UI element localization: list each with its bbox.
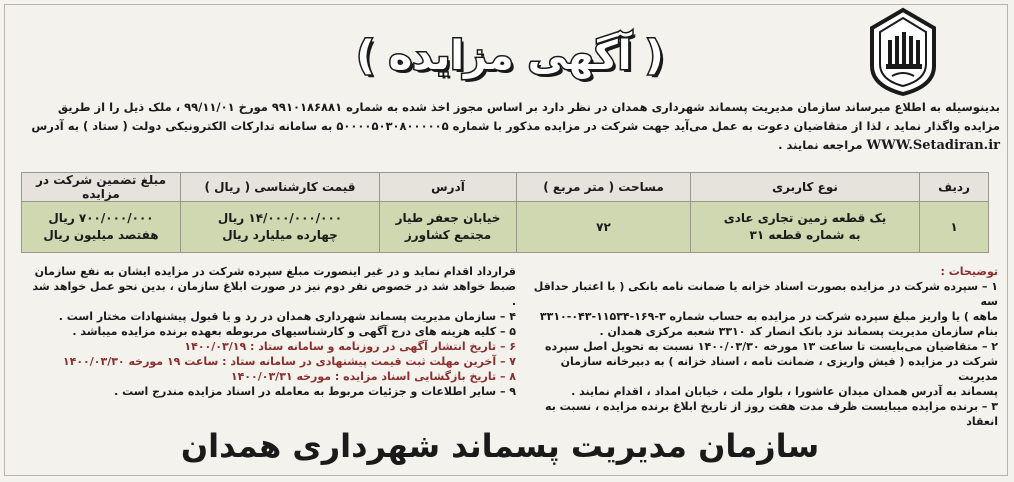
notes-right-column (518, 264, 998, 429)
note-line: ضبط خواهد شد در خصوص نفر دوم نیز در صورت ابلاغ سازمان ، بدین نحو عمل خواهد شد . (32, 280, 516, 308)
intro-line (14, 136, 1000, 155)
col-price: قیمت کارشناسی ( ریال ) (181, 173, 380, 202)
cell-row: ۱ (920, 202, 989, 253)
intro-line-end: مراجعه نمایند . (778, 138, 863, 152)
notice-title: ( آگهی مزایده ) (356, 33, 664, 79)
col-usage: نوع کاربری (691, 173, 920, 202)
intro-line: بدینوسیله به اطلاع میرساند سازمان مدیریت پسماند شهرداری همدان در نظر دارد بر اساس مجوز اخذ شده به شماره ۹۹۱۰۱۸۶۸۸۱ مورخ ۹۹/۱۱/۰۱ ، ملک ذیل را از طریق (57, 100, 1000, 114)
cell-usage (691, 202, 920, 253)
municipality-logo-icon (864, 6, 942, 98)
note-line: ۱ – سپرده شرکت در مزایده بصورت اسناد خزانه یا ضمانت نامه بانکی ( با اعتبار حداقل سه (533, 280, 998, 308)
col-address: آدرس (380, 173, 517, 202)
cell-price (181, 202, 380, 253)
note-line-date: ۸ – تاریخ بازگشایی اسناد مزایده : مورخه ۱۴۰۰/۰۳/۳۱ (230, 370, 516, 383)
note-line: شرکت در مزایده ( فیش واریزی ، ضمانت نامه ، اسناد خزانه ) به دبیرخانه سازمان مدیریت (560, 355, 998, 383)
cell-price-line: ۱۴/۰۰۰/۰۰۰/۰۰۰ ریال (217, 211, 343, 225)
note-line: ۹ – سایر اطلاعات و جزئیات مربوط به معامله در اسناد مزایده مندرج است . (114, 385, 516, 398)
organization-name: سازمان مدیریت پسماند شهرداری همدان (180, 427, 820, 465)
cell-address (380, 202, 517, 253)
intro-paragraph (14, 98, 1000, 155)
col-area: مساحت ( متر مربع ) (517, 173, 691, 202)
notes-section (12, 264, 1002, 428)
note-line: ۵ – کلیه هزینه های درج آگهی و کارشناسیهای مربوطه بعهده برنده مزایده میباشد . (72, 325, 516, 338)
note-line: ماهه ) یا واریز مبلغ سپرده شرکت در مزایده به حساب شماره ۳-۱۶۹-۱۱۵۳۴-۰۴۳-۳۳۱۰ (539, 310, 998, 323)
cell-usage-line: یک قطعه زمین تجاری عادی (723, 211, 887, 225)
cell-address-line: خیابان جعفر طیار (395, 211, 501, 225)
note-line-date: ۷ – آخرین مهلت ثبت قیمت پیشنهادی در سامانه ستاد : ساعت ۱۹ مورخه ۱۴۰۰/۰۳/۳۰ (62, 355, 516, 368)
cell-area: ۷۲ (517, 202, 691, 253)
cell-deposit-line: هفتصد میلیون ریال (43, 228, 159, 242)
cell-deposit (22, 202, 181, 253)
note-line: ۳ – برنده مزایده میبایست ظرف مدت هفت روز از تاریخ ابلاغ برنده مزایده ، نسبت به انعقاد (545, 400, 998, 428)
notes-title: توضیحات : (940, 265, 998, 278)
note-line: ۲ – متقاضیان می‌بایست تا ساعت ۱۳ مورخه ۱۴۰۰/۰۳/۳۰ نسبت به تحویل اصل سپرده (544, 340, 998, 353)
note-line-date: ۶ – تاریخ انتشار آگهی در روزنامه و سامانه ستاد : ۱۴۰۰/۰۳/۱۹ (184, 340, 516, 353)
website-link[interactable]: WWW.Setadiran.ir (866, 138, 1000, 153)
note-line: پسماند به آدرس همدان میدان عاشورا ، بلوار ملت ، خیابان امداد ، اقدام نمایند . (571, 385, 998, 398)
col-row: ردیف (920, 173, 989, 202)
footer-banner (110, 420, 890, 472)
intro-line: مزایده واگذار نماید ، لذا از متقاضیان دعوت به عمل می‌آید جهت شرکت در مزایده مذکور با شماره ۵۰۰۰۰۵۰۳۰۸۰۰۰۰۰۵ به سامانه تدارکات الکترونیکی دولت ( ستاد ) به آدرس (31, 119, 1000, 133)
note-line: بنام سازمان مدیریت پسماند نزد بانک انصار کد ۳۳۱۰ شعبه مرکزی همدان . (599, 325, 998, 338)
cell-price-line: چهارده میلیارد ریال (222, 228, 338, 242)
note-line: قرارداد اقدام نماید و در غیر اینصورت مبلغ سپرده شرکت در مزایده ایشان به نفع سازمان (34, 265, 516, 278)
cell-deposit-line: ۷۰۰/۰۰۰/۰۰۰ ریال (48, 211, 154, 225)
cell-address-line: مجتمع کشاورز (404, 228, 492, 242)
table-row (22, 202, 989, 253)
note-line: ۴ – سازمان مدیریت پسماند شهرداری همدان در رد و یا قبول پیشنهادات مختار است . (58, 310, 516, 323)
table-header-row (22, 173, 989, 202)
title-banner (300, 24, 720, 88)
notes-left-column (26, 264, 516, 399)
cell-usage-line: به شماره قطعه ۳۱ (749, 228, 861, 242)
col-deposit: مبلغ تضمین شرکت در مزایده (22, 173, 181, 202)
property-table (21, 172, 989, 253)
